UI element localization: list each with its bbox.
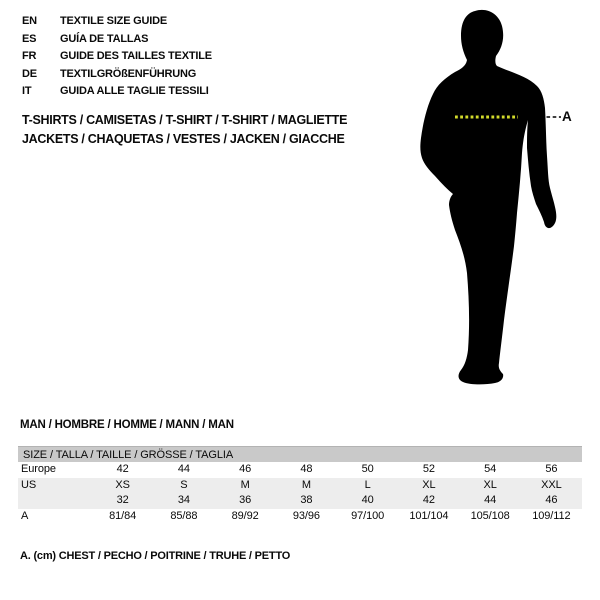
size-cell: 42 [116,463,129,475]
size-cell: 46 [239,463,252,475]
size-cell: 54 [484,463,497,475]
row-label: US [21,478,37,491]
language-title: TEXTILE SIZE GUIDE [60,15,168,27]
language-row-de [22,66,212,84]
language-row-it [22,83,212,101]
size-cell: 97/100 [351,509,385,522]
size-cell: 32 [116,494,129,506]
size-cell: 93/96 [292,509,320,522]
language-title: TEXTILGRÖßENFÜHRUNG [60,67,197,80]
language-code: FR [22,50,37,62]
row-label [18,493,92,509]
size-cell: 105/108 [470,509,510,522]
row-label: Europe [21,463,56,475]
size-row-chest-a [18,509,582,525]
size-cell: M [240,478,250,491]
size-cell: L [364,478,371,491]
size-cell: 40 [361,494,374,506]
size-cell: XL [483,478,497,491]
language-code: DE [22,67,37,80]
size-cell: 89/92 [231,509,259,522]
size-cell: 42 [422,494,435,506]
male-silhouette-figure [415,8,585,388]
measurement-legend: A. (cm) CHEST / PECHO / POITRINE / TRUHE / PETTO [20,550,291,562]
size-cell: M [301,478,311,491]
garment-line-jackets: JACKETS / CHAQUETAS / VESTES / JACKEN / GIACCHE [22,132,345,146]
garment-categories [22,111,347,149]
language-title: GUÍA DE TALLAS [60,32,149,45]
size-cell: 34 [177,494,190,506]
size-cell: 50 [361,463,374,475]
size-cell: 101/104 [409,509,449,522]
size-cell: S [180,478,188,491]
silhouette-svg [415,8,585,388]
row-label: A [21,509,29,522]
language-row-es [22,31,212,49]
size-row-europe [18,462,582,478]
size-cell: 46 [545,494,558,506]
language-row-fr [22,48,212,66]
size-cell: 44 [177,463,190,475]
man-silhouette [420,10,556,385]
size-cell: 36 [239,494,252,506]
size-cell: 56 [545,463,558,475]
size-cell: XS [115,478,130,491]
language-code: EN [22,15,37,27]
size-cell: 48 [300,463,313,475]
size-row-numeric [18,493,582,509]
size-table [18,446,582,524]
language-list [22,13,212,101]
language-row-en [22,13,212,31]
size-cell: XXL [541,478,562,491]
size-table-header: SIZE / TALLA / TAILLE / GRÖSSE / TAGLIA [18,446,582,462]
section-title: MAN / HOMBRE / HOMME / MANN / MAN [20,419,234,431]
size-cell: 109/112 [532,509,571,522]
garment-line-tshirts: T-SHIRTS / CAMISETAS / T-SHIRT / T-SHIRT / MAGLIETTE [22,113,348,127]
measure-label-a: A [562,109,572,124]
language-title: GUIDE DES TAILLES TEXTILE [60,50,212,62]
size-cell: 44 [484,494,497,506]
language-code: IT [22,85,32,97]
size-cell: XL [422,478,436,491]
size-cell: 81/84 [109,509,137,522]
size-cell: 38 [300,494,313,506]
size-cell: 52 [422,463,435,475]
size-cell: 85/88 [170,509,198,522]
language-title: GUIDA ALLE TAGLIE TESSILI [60,85,209,97]
language-code: ES [22,32,37,45]
size-row-us [18,478,582,494]
